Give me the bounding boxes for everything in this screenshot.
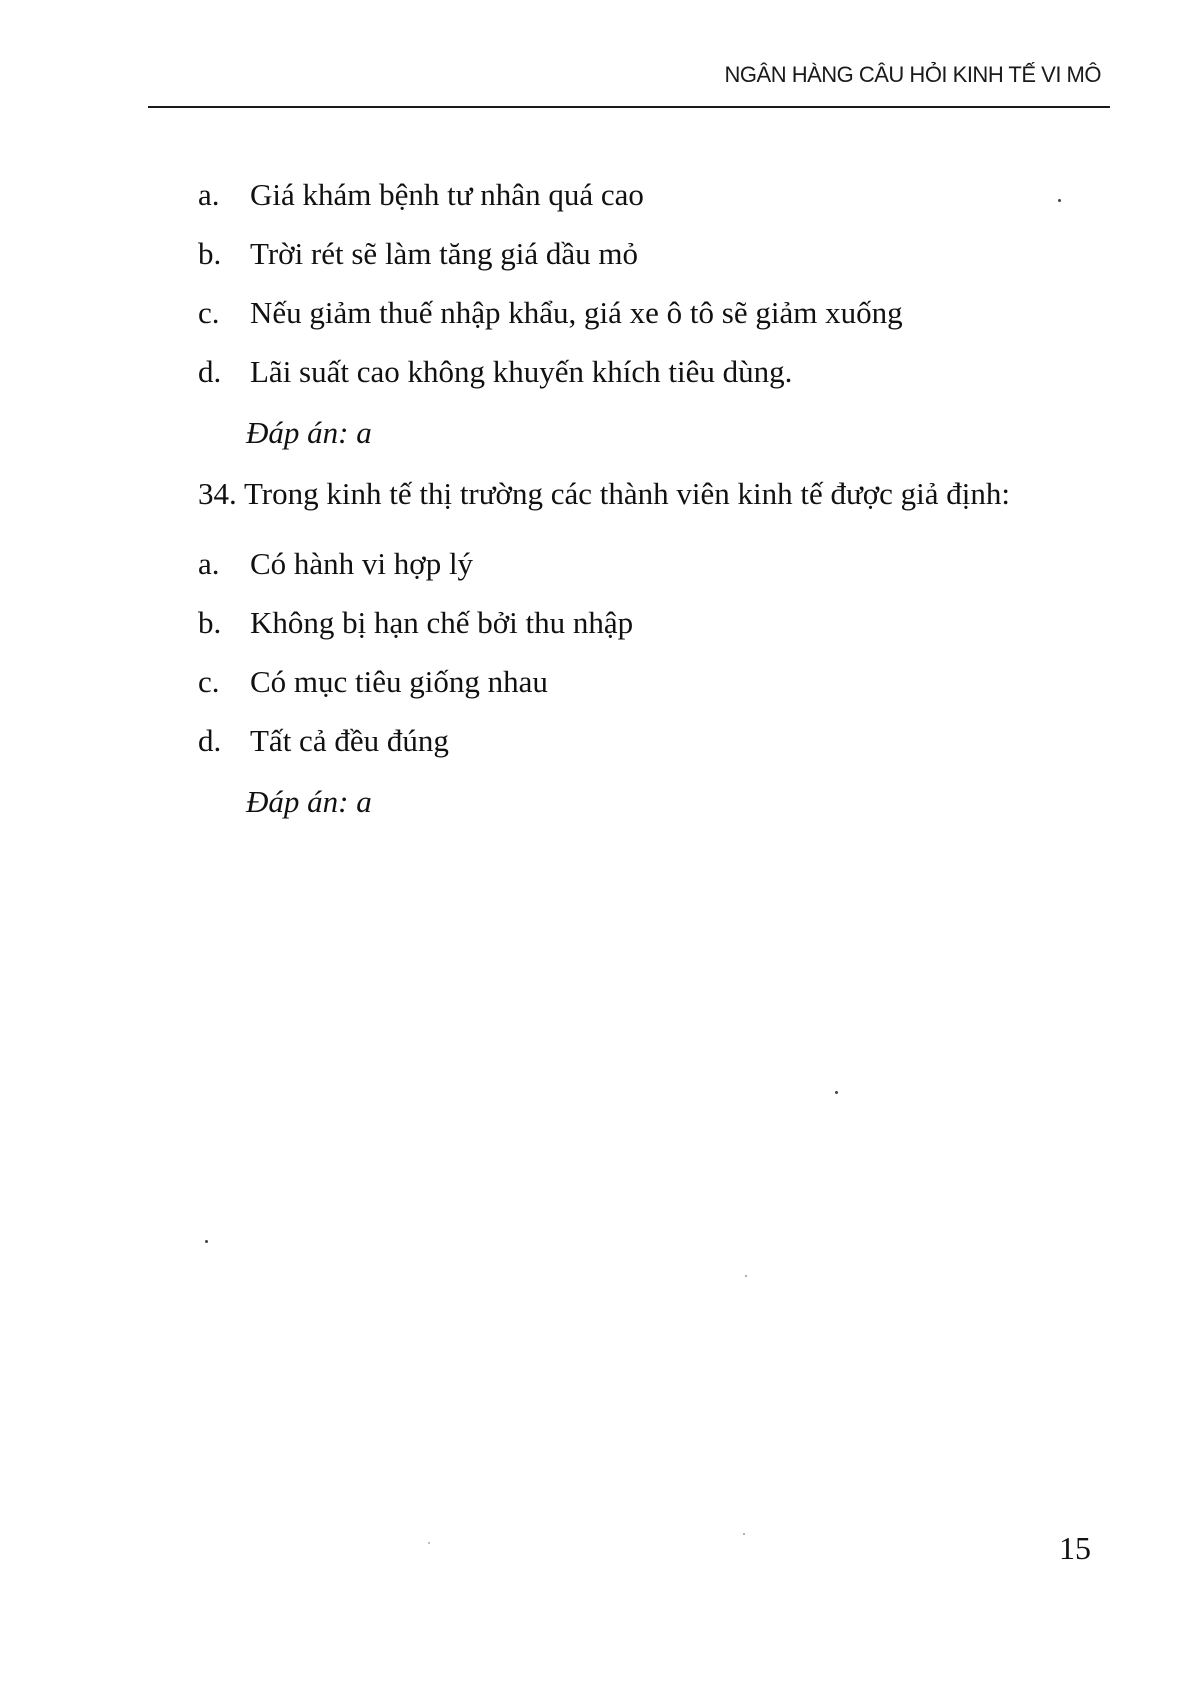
scan-speck: [205, 1240, 208, 1243]
option-letter: d.: [198, 354, 222, 389]
scan-speck: [428, 1542, 430, 1544]
option-text: Có hành vi hợp lý: [250, 546, 474, 581]
option-b: [145, 593, 1110, 652]
option-text: Nếu giảm thuế nhập khẩu, giá xe ô tô sẽ giảm xuống: [250, 295, 903, 330]
scan-speck: [835, 1091, 838, 1094]
page-content: [145, 165, 1110, 831]
scan-speck: [1058, 199, 1061, 202]
option-a: [145, 534, 1110, 593]
option-text: Trời rét sẽ làm tăng giá dầu mỏ: [250, 236, 639, 271]
option-letter: a.: [198, 177, 220, 212]
answer-previous-question: Đáp án: a: [246, 415, 372, 450]
scan-speck: [743, 1533, 745, 1535]
answer-question-34: Đáp án: a: [246, 784, 372, 819]
running-header: NGÂN HÀNG CÂU HỎI KINH TẾ VI MÔ: [724, 62, 1101, 87]
question-34: 34. Trong kinh tế thị trường các thành viên kinh tế được giả định:: [198, 476, 1011, 511]
option-letter: b.: [198, 236, 222, 271]
option-text: Có mục tiêu giống nhau: [250, 664, 548, 699]
option-text: Không bị hạn chế bởi thu nhập: [250, 605, 634, 640]
option-text: Lãi suất cao không khuyến khích tiêu dùng.: [250, 354, 793, 389]
page-number: 15: [1059, 1530, 1091, 1566]
option-letter: b.: [198, 605, 222, 640]
option-c: [145, 283, 1110, 342]
option-letter: c.: [198, 295, 220, 330]
option-b: [145, 224, 1110, 283]
option-list-question-34: [145, 534, 1110, 770]
option-letter: d.: [198, 723, 222, 758]
option-letter: a.: [198, 546, 220, 581]
option-a: [145, 165, 1110, 224]
option-d: [145, 711, 1110, 770]
option-c: [145, 652, 1110, 711]
option-text: Giá khám bệnh tư nhân quá cao: [250, 177, 644, 212]
header-rule: [148, 106, 1110, 108]
scan-speck: [745, 1275, 747, 1277]
option-letter: c.: [198, 664, 220, 699]
option-list-previous-question: [145, 165, 1110, 401]
option-d: [145, 342, 1110, 401]
option-text: Tất cả đều đúng: [250, 723, 449, 758]
